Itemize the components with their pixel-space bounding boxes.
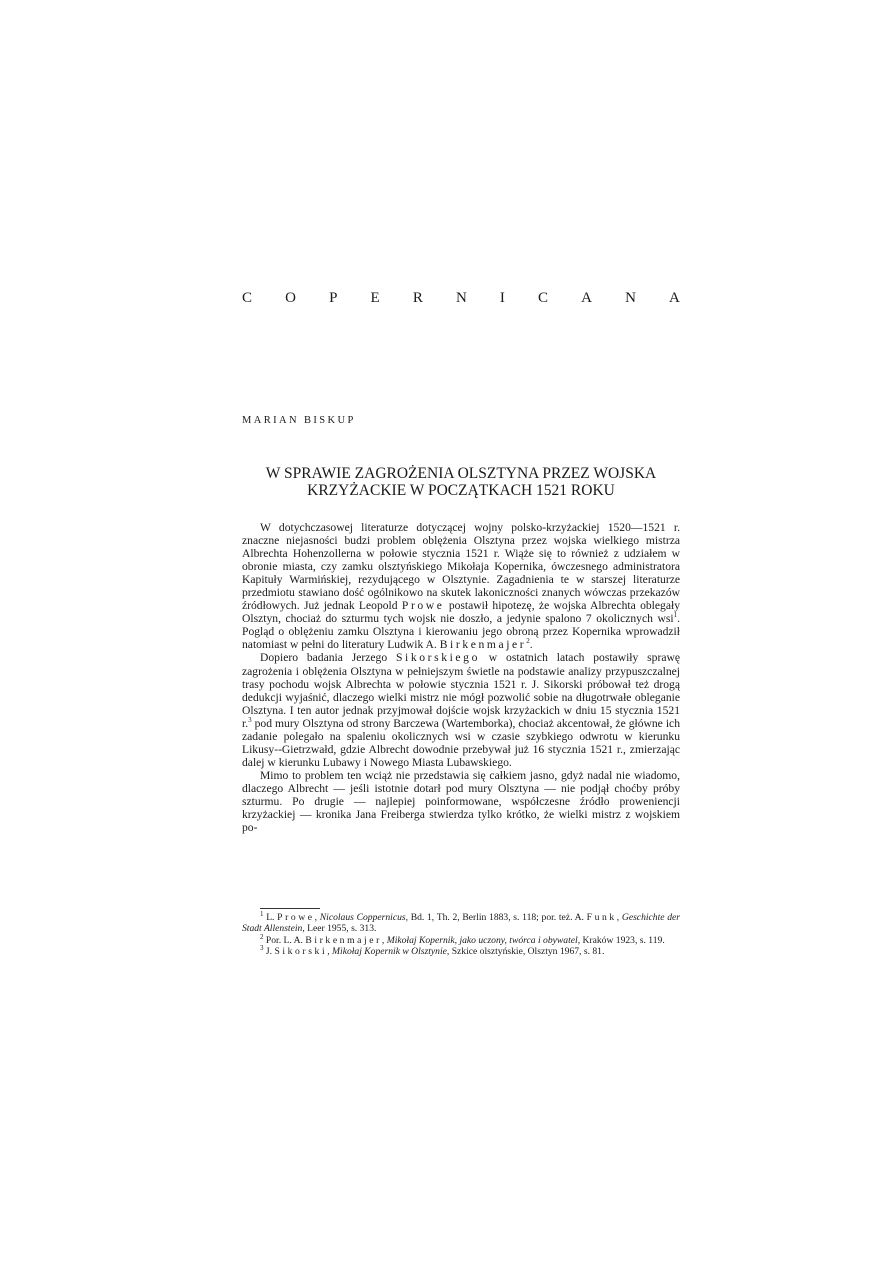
text-run: L. <box>263 912 278 923</box>
article-body <box>242 521 680 834</box>
series-letter: A <box>669 290 680 306</box>
footnote-number: 1 <box>260 909 264 918</box>
author-name-spaced: Prowe <box>401 599 445 613</box>
text-run: , Szkice olsztyńskie, Olsztyn 1967, s. 81. <box>446 945 605 957</box>
footnote-ref[interactable]: 1 <box>673 611 678 620</box>
series-letter: C <box>242 290 253 306</box>
series-letter: N <box>625 290 636 306</box>
series-letter: P <box>329 290 338 306</box>
footnote-number: 2 <box>260 932 264 941</box>
text-run: Dopiero badania Jerzego <box>260 651 396 665</box>
author-name-spaced: Birkenmajer <box>305 934 382 946</box>
text-run: postawił hipotezę, że wojska Albrechta oblegały Olsztyn, chociaż do szturmu tych wojsk nie doszło, a jedynie spalono 7 okolicznych wsi <box>242 599 680 626</box>
text-run: w ostatnich latach postawiły sprawę zagrożenia i oblężenia Olsztyna w pełniejszym świetle na podstawie analizy przypuszczalnej trasy pochodu wojsk Albrechta w połowie stycznia 1521 r. J. Sikorski próbował też drogą dedukcji wyjaśnić, dlaczego wielki mistrz nie mógł pozwolić sobie na długotrwałe obleganie Olsztyna. I ten autor jednak przyjmował dojście wojsk krzyżackich w dniu 15 stycznia 1521 r. <box>242 651 680 730</box>
series-title <box>242 290 680 307</box>
text-run: , <box>327 945 333 957</box>
author-name-spaced: Sikorskiego <box>395 651 480 665</box>
text-run: , Leer 1955, s. 313. <box>302 923 377 935</box>
series-letter: C <box>538 290 549 306</box>
series-letter: O <box>285 290 296 306</box>
series-letter: N <box>455 290 467 306</box>
author-name-spaced: Funk <box>586 912 617 923</box>
article-title <box>242 465 680 499</box>
text-run: . <box>529 638 533 652</box>
paragraph <box>242 651 680 768</box>
footnotes <box>242 909 680 957</box>
series-letter: E <box>370 290 380 306</box>
footnote-number: 3 <box>260 943 264 952</box>
footnote <box>242 943 680 957</box>
footnote-divider <box>260 908 320 909</box>
text-run: , <box>381 934 387 946</box>
paragraph <box>242 521 680 651</box>
author-name-spaced: Sikorski <box>274 945 328 957</box>
series-letter: R <box>412 290 423 306</box>
work-title: Mikołaj Kopernik w Olsztynie <box>332 945 447 957</box>
author-name-spaced: Birkenmajer <box>439 638 527 652</box>
title-line: W SPRAWIE ZAGROŻENIA OLSZTYNA PRZEZ WOJSKA <box>265 465 657 482</box>
author-name: MARIAN BISKUP <box>242 415 356 426</box>
footnote-ref[interactable]: 2 <box>526 637 530 646</box>
series-letter: A <box>581 290 592 306</box>
paragraph: Mimo to problem ten wciąż nie przedstawia się całkiem jasno, gdyż nadal nie wiadomo, dlaczego Albrecht — jeśli istotnie dotarł pod mury Olsztyna — nie podjął choćby próby szturmu. Po drugie — najlepiej poinformowane, współczesne źródło proweniencji krzyżackiej — kronika Jana Freiberga stwierdza tylko krótko, że wielki mistrz z wojskiem po- <box>242 768 680 835</box>
footnote-ref[interactable]: 3 <box>248 715 252 724</box>
work-title: Mikołaj Kopernik, jako uczony, twórca i obywatel <box>386 934 578 946</box>
text-run: . Pogląd o oblężeniu zamku Olsztyna i kierowaniu jego obroną przez Kopernika wprowadził natomiast w pełni do literatury Ludwik A. <box>242 612 680 652</box>
text-run: , <box>314 912 320 923</box>
text-run: , Kraków 1923, s. 119. <box>577 934 665 946</box>
text-run: Por. L. A. <box>263 934 306 946</box>
series-letter: I <box>499 290 505 306</box>
footnote <box>242 909 680 935</box>
footnote <box>242 932 680 946</box>
title-line: KRZYŻACKIE W POCZĄTKACH 1521 ROKU <box>307 482 615 499</box>
text-run: , Bd. 1, Th. 2, Berlin 1883, s. 118; por. też. A. <box>405 912 587 923</box>
text-run: , <box>616 912 622 923</box>
text-run: W dotychczasowej literaturze dotyczącej wojny polsko-krzyżackiej 1520—1521 r. znaczne niejasności budzi problem oblężenia Olsztyna przez wojska wielkiego mistrza Albrechta Hohenzollerna w połowie stycznia 1521 r. Wiąże się to również z udziałem w obronie miasta, czy zamku olsztyńskiego Mikołaja Kopernika, ówczesnego administratora Kapituły Warmińskiej, rezydującego w Olsztynie. Zagadnienia te w starszej literaturze przedmiotu stawiano dość ogólnikowo na skutek lakoniczności znanych wówczas przekazów źródłowych. Już jednak Leopold <box>242 521 680 613</box>
work-title: Geschichte der Stadt Allenstein <box>242 912 680 935</box>
text-run: J. <box>263 945 275 957</box>
work-title: Nicolaus Coppernicus <box>319 912 406 923</box>
text-run: pod mury Olsztyna od strony Barczewa (Wartemborka), chociaż akcentował, że główne ich zadanie polegało na spaleniu okolicznych wsi w czasie szybkiego odwrotu w kierunku Likusy--Gietrzwałd, gdzie Albrecht dowodnie przebywał już 16 stycznia 1521 r., zmierzając dalej w kierunku Lubawy i Nowego Miasta Lubawskiego. <box>242 716 680 769</box>
author-name-spaced: Prowe <box>277 912 315 923</box>
